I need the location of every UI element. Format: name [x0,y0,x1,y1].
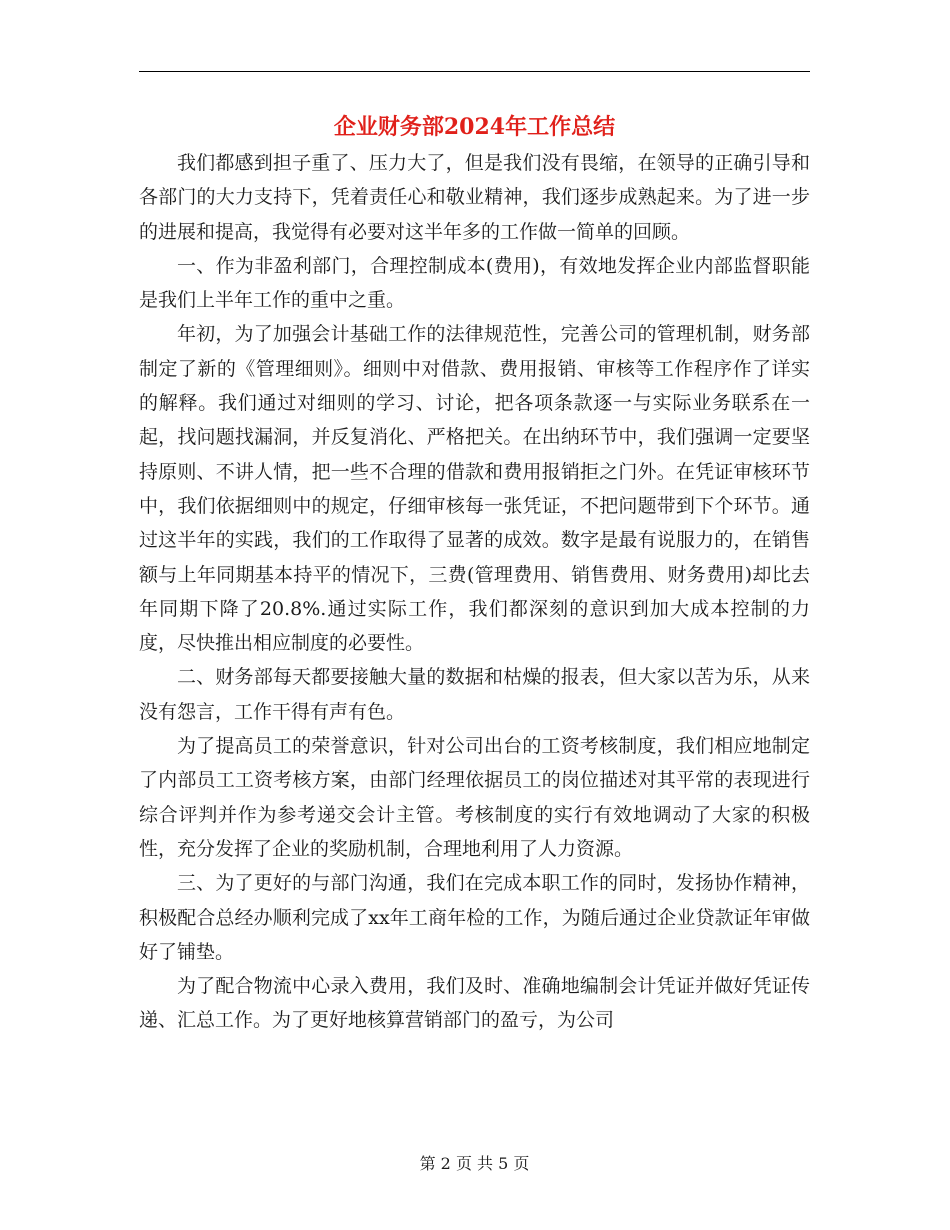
document-title: 企业财务部2024年工作总结 [333,114,616,140]
paragraph: 年初，为了加强会计基础工作的法律规范性，完善公司的管理机制，财务部制定了新的《管理细则》。细则中对借款、费用报销、审核等工作程序作了详实的解释。我们通过对细则的学习、讨论，把各项条款逐一与实际业务联系在一起，找问题找漏洞，并反复消化、严格把关。在出纳环节中，我们强调一定要坚持原则、不讲人情，把一些不合理的借款和费用报销拒之门外。在凭证审核环节中，我们依据细则中的规定，仔细审核每一张凭证，不把问题带到下个环节。通过这半年的实践，我们的工作取得了显著的成效。数字是最有说服力的，在销售额与上年同期基本持平的情况下，三费(管理费用、销售费用、财务费用)却比去年同期下降了20.8%.通过实际工作，我们都深刻的意识到加大成本控制的力度，尽快推出相应制度的必要性。 [139,323,810,655]
paragraph: 我们都感到担子重了、压力大了，但是我们没有畏缩，在领导的正确引导和各部门的大力支持下，凭着责任心和敬业精神，我们逐步成熟起来。为了进一步的进展和提高，我觉得有必要对这半年多的工作做一简单的回顾。 [139,152,810,243]
header-rule [139,71,810,72]
paragraph: 二、财务部每天都要接触大量的数据和枯燥的报表，但大家以苦为乐，从来没有怨言，工作干得有声有色。 [139,666,810,723]
paragraph: 为了配合物流中心录入费用，我们及时、准确地编制会计凭证并做好凭证传递、汇总工作。为了更好地核算营销部门的盈亏，为公司 [139,975,810,1032]
page-number: 第 2 页 共 5 页 [419,1154,530,1173]
paragraph: 三、为了更好的与部门沟通，我们在完成本职工作的同时，发扬协作精神，积极配合总经办顺利完成了xx年工商年检的工作，为随后通过企业贷款证年审做好了铺垫。 [139,872,810,963]
paragraph: 一、作为非盈利部门，合理控制成本(费用)，有效地发挥企业内部监督职能是我们上半年工作的重中之重。 [139,254,810,312]
paragraph: 为了提高员工的荣誉意识，针对公司出台的工资考核制度，我们相应地制定了内部员工工资考核方案，由部门经理依据员工的岗位描述对其平常的表现进行综合评判并作为参考递交会计主管。考核制度的实行有效地调动了大家的积极性，充分发挥了企业的奖励机制，合理地利用了人力资源。 [139,735,810,860]
document-body [139,146,810,1038]
